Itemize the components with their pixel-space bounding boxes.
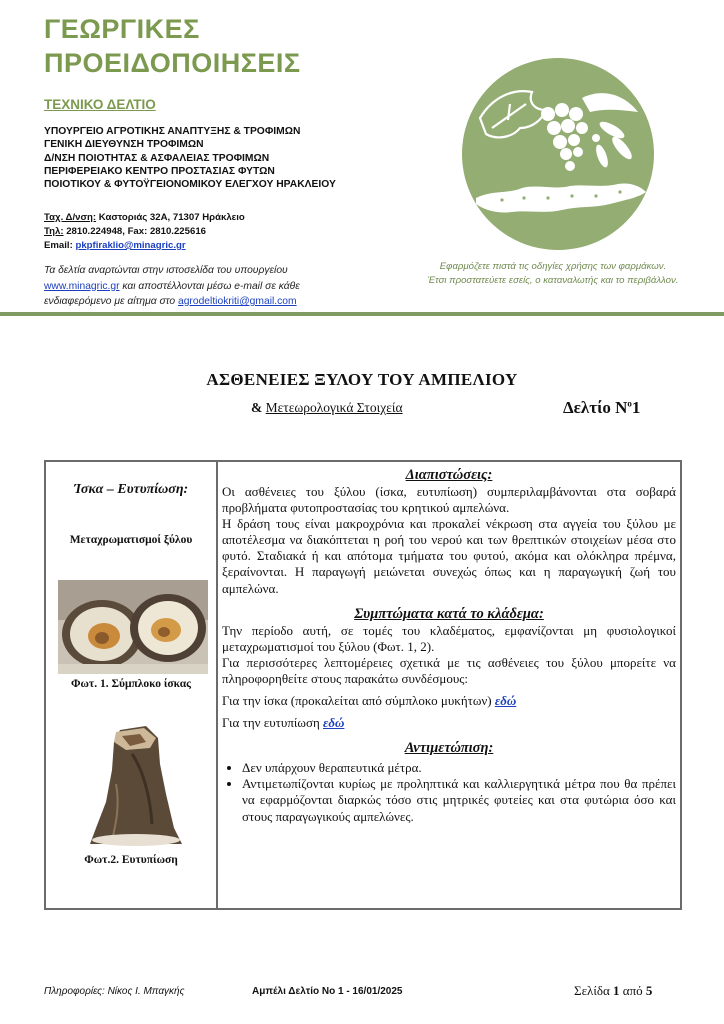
esca-wood-photo [58,580,208,674]
bulletin-no-value: 1 [631,398,641,417]
header-title-line2: ΠΡΟΕΙΔΟΠΟΙΗΣΕΙΣ [44,48,301,78]
eutypa-link-text: Για την ευτυπίωση [222,715,323,731]
distribution-note [44,263,300,310]
page-current: 1 [613,983,620,998]
subtitle-text: Μετεωρολογικά Στοιχεία [265,400,403,415]
bulletin-number [563,398,640,418]
photo1-caption: Φωτ. 1. Σύμπλοκο ίσκας [70,678,192,690]
right-column [222,466,676,825]
note-line2-text: και αποστέλλονται μέσω e-mail σε κάθε [119,280,300,292]
slogan-line2: Έτσι προστατεύετε εσείς, ο καταναλωτής και το περιβάλλον. [427,275,679,286]
bulletin-no-prefix: Ν [615,398,628,417]
ministry-line: ΥΠΟΥΡΓΕΙΟ ΑΓΡΟΤΙΚΗΣ ΑΝΑΠΤΥΞΗΣ & ΤΡΟΦΙΜΩΝ [44,126,301,137]
note-line3 [44,294,300,310]
ministry-website-link[interactable]: www.minagric.gr [44,280,120,292]
list-item: • Αντιμετωπίζονται κυρίως με προληπτικά και καλλιεργητικά μέτρα που θα πρέπει να εφαρμόζονται διαρκώς τόσο στις μητρικές φυτείες και στα φυτώρια όσο και στους παραγωγικούς αμπελώνες. [242,776,676,824]
agrodeltio-email-link[interactable]: agrodeltiokriti@gmail.com [177,296,297,307]
eutypa-link[interactable]: εδώ [323,715,345,731]
esca-link-text: Για την ίσκα (προκαλείται από σύμπλοκο μυκήτων) [222,693,495,709]
page-mid: από [619,983,646,998]
esca-link[interactable]: εδώ [494,693,517,709]
ministry-line: ΓΕΝΙΚΗ ΔΙΕΥΘΥΝΣΗ ΤΡΟΦΙΜΩΝ [44,139,204,151]
slogan-line1: Εφαρμόζετε πιστά τις οδηγίες χρήσης των φαρμάκων. [439,261,667,272]
header-subtitle: ΤΕΧΝΙΚΟ ΔΕΛΤΙΟ [44,97,156,112]
grape-olive-crete-logo [462,58,654,250]
email-line [44,239,245,253]
ministry-line: ΠΟΙΟΤΙΚΟΥ & ΦΥΤΟΫΓΕΙΟΝΟΜΙΚΟΥ ΕΛΕΓΧΟΥ ΗΡΑΚΛΕΙΟΥ [44,179,336,191]
header [0,0,724,316]
footer-bulletin: Αμπέλι Δελτίο Νο 1 - 16/01/2025 [252,986,403,997]
findings-heading: Διαπιστώσεις: [405,467,493,483]
phone-line [44,225,245,239]
findings-paragraph1: Οι ασθένειες του ξύλου (ίσκα, ευτυπίωση) συμπεριλαμβάνονται στα σοβαρά προβλήματα φυτοπροστασίας του κρητικού αμπελώνα. [222,484,676,516]
document-subtitle [251,400,403,416]
symptoms-paragraph1: Την περίοδο αυτή, σε τομές του κλαδέματος, εμφανίζονται μη φυσιολογικοί μεταχρωματισμοί του ξύλου (Φωτ. 1, 2). [222,622,676,654]
symptoms-heading: Συμπτώματα κατά το κλάδεμα: [354,605,544,622]
header-divider [0,312,724,316]
phone-value: 2810.224948, Fax: 2810.225616 [66,226,206,237]
email-label: Email: [44,240,73,251]
eutypa-trunk-photo [86,724,186,846]
photo2-caption: Φωτ.2. Ευτυπίωση [84,854,178,866]
treatment-list [222,760,676,824]
symptoms-paragraph2: Για περισσότερες λεπτομέρειες σχετικά με τις ασθένειες του ξύλου μπορείτε να πληροφορηθείτε στους παρακάτω συνδέσμους: [222,654,676,686]
note-line1: Τα δελτία αναρτώνται στην ιστοσελίδα του υπουργείου [44,265,288,276]
ministry-block [44,125,336,191]
left-column [46,462,216,908]
treatment-heading: Αντιμετώπιση: [404,740,494,757]
safety-slogan [388,260,718,288]
document-title: ΑΣΘΕΝΕΙΕΣ ΞΥΛΟΥ ΤΟΥ ΑΜΠΕΛΙΟΥ [206,370,518,389]
bulletin-no-sup: ο [627,398,632,409]
disease-heading: Ίσκα – Ευτυπίωση: [73,482,189,497]
phone-label: Τηλ: [44,226,64,237]
discoloration-subheading: Μεταχρωματισμοί ξύλου [69,534,193,546]
column-divider [216,460,218,910]
footer-info: Πληροφορίες: Νίκος Ι. Μπαγκής [44,986,185,997]
esca-link-line [222,693,676,709]
page-number [574,983,652,999]
eutypa-link-line [222,715,676,731]
note-line3-text: ενδιαφερόμενο με αίτημα στο [44,296,178,307]
contact-block [44,211,245,253]
findings-paragraph2: Η δράση τους είναι μακροχρόνια και προκαλεί νέκρωση στα αγγεία του ξύλου με αποτέλεσμα να διακόπτεται η ροή του νερού και των θρεπτικών στοιχείων μέσα στο φυτό. Σταδιακά ή και απότομα τμήματα του φυτού, ακόμα και ολόκληρα πρέμνα, ξεραίνονται. Η παραγωγή μειώνεται συνεχώς όπως και η παραγωγική ζωή του αμπελώνα. [222,516,676,596]
address-value: Καστοριάς 32Α, 71307 Ηράκλειο [98,212,245,223]
bulletin-label: Δελτίο [563,398,611,417]
email-link[interactable]: pkpfiraklio@minagric.gr [75,240,186,251]
address-label: Ταχ. Δ/νση: [44,212,97,223]
address-line [44,211,245,225]
ministry-line: ΠΕΡΙΦΕΡΕΙΑΚΟ ΚΕΝΤΡΟ ΠΡΟΣΤΑΣΙΑΣ ΦΥΤΩΝ [44,165,275,177]
subtitle-ampersand: & [251,400,263,415]
page-total: 5 [645,983,653,998]
list-item: • Δεν υπάρχουν θεραπευτικά μέτρα. [242,760,676,776]
header-title-line1: ΓΕΩΡΓΙΚΕΣ [44,14,200,44]
note-line2 [44,279,300,295]
page-prefix: Σελίδα [574,983,614,998]
ministry-line: Δ/ΝΣΗ ΠΟΙΟΤΗΤΑΣ & ΑΣΦΑΛΕΙΑΣ ΤΡΟΦΙΜΩΝ [44,152,270,164]
